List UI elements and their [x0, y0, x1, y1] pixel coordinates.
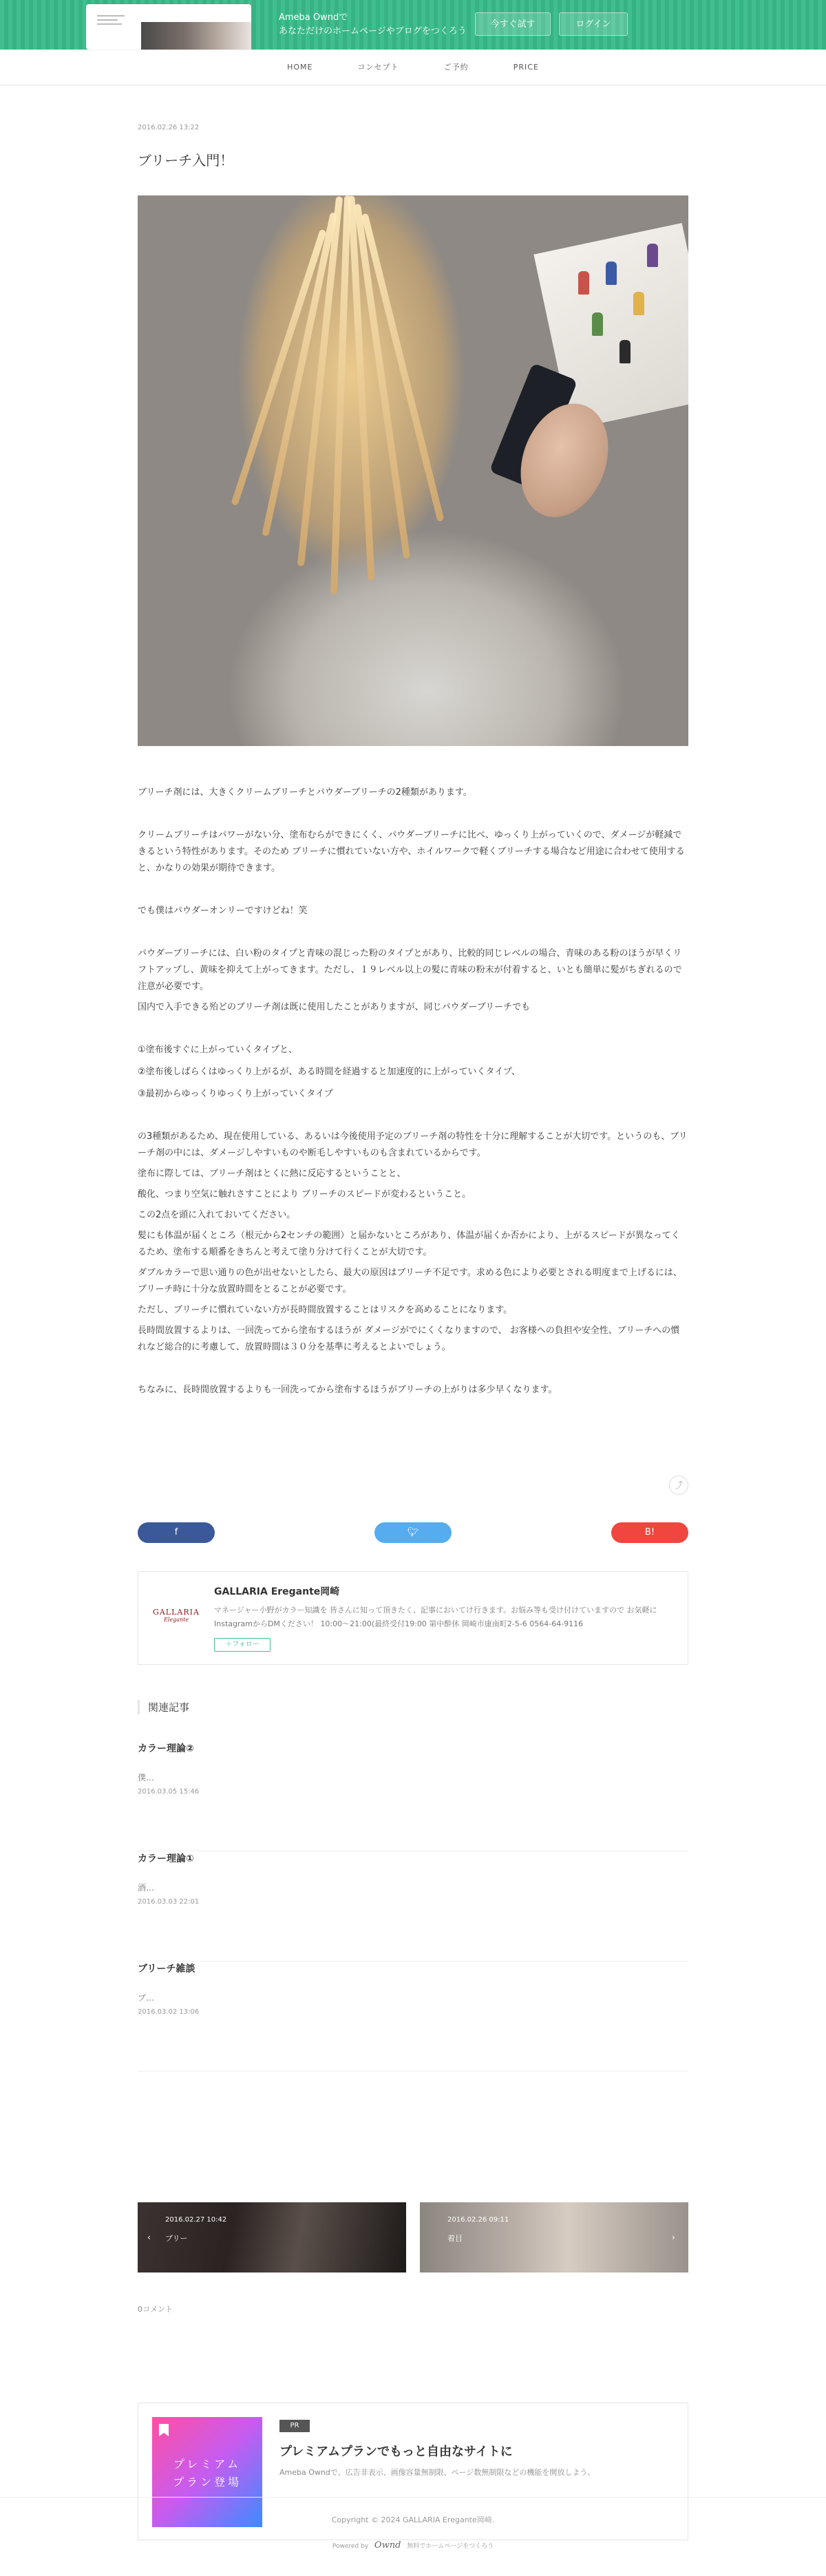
related-date: 2016.03.05 15:46: [138, 1788, 200, 1796]
login-button[interactable]: ログイン: [559, 12, 628, 36]
paragraph: ③最初からゆっくりゆっくり上がっていくタイプ: [138, 1089, 333, 1099]
hatena-icon: B!: [644, 1527, 655, 1537]
paragraph: ②塗布後しばらくはゆっくり上がるが、ある時間を経過すると加速度的に上がっていくタイプ、: [138, 1067, 520, 1077]
paragraph: クリームブリーチはパワーがない分、塗布むらができにくく、パウダーブリーチに比べ、ゆっくり上がっていくので、ダメージが軽減できるという特性があります。そのため ブリーチに慣れていない方や、ホイルワークで軽くブリーチする場合など用途に合わせて使用すると、かなりの効果が期待できます。: [138, 830, 685, 873]
main-nav: [0, 50, 826, 85]
facebook-icon: f: [174, 1527, 178, 1537]
paragraph: パウダーブリーチには、白い粉のタイプと青味の混じった粉のタイプとがあり、比較的同じレベルの場合、青味のある粉のほうが早くリフトアップし、黄味を抑えて上がってきます。ただし、１９レベル以上の髪に青味の粉末が付着すると、いとも簡単に髪がちぎれるので注意が必要です。: [138, 948, 682, 992]
related-title[interactable]: ブリーチ雑談: [138, 1963, 195, 1974]
ownd-logo: Ownd: [374, 2540, 401, 2551]
prev-article-title: ブリー: [165, 2234, 188, 2243]
next-article-title: 着目: [447, 2234, 463, 2243]
prev-article-link[interactable]: [138, 2202, 406, 2272]
profile-description: マネージャー小野がカラー知識を 皆さんに知って頂きたく、記事においてけ行きます。お悩み等も受け付けていますので お気軽にInstagramからDMください！ 10:00〜21:00(最終受付19:00 第中酔休 岡崎市康南町2-5-6 0564-64-9116: [214, 1606, 657, 1628]
nav-home[interactable]: HOME: [287, 63, 313, 72]
twitter-share-button[interactable]: [374, 1522, 452, 1543]
ad-description: Ameba Owndで、広告非表示、画像容量無制限、ページ数無制限などの機能を開放しよう。: [279, 2468, 595, 2477]
paragraph: ダブルカラーで思い通りの色が出せないとしたら、最大の原因はブリーチ不足です。求める色により必要とされる明度まで上げるには、ブリーチ時に十分な放置時間をとることが必要です。: [138, 1268, 682, 1295]
chevron-right-icon: ›: [672, 2233, 675, 2242]
article-body: [138, 785, 688, 1398]
copyright: Copyright © 2024 GALLARIA Eregante岡崎.: [331, 2515, 495, 2524]
paragraph: 酸化、つまり空気に触れさすことにより ブリーチのスピードが変わるということ。: [138, 1189, 472, 1200]
related-title[interactable]: カラー理論①: [138, 1853, 194, 1864]
paragraph: 塗布に際しては、ブリーチ剤はとくに熱に反応するということと、: [138, 1169, 406, 1179]
share-icon[interactable]: ⤴: [669, 1476, 688, 1495]
promo-banner: [0, 0, 826, 50]
related-heading: 関連記事: [138, 1700, 189, 1714]
related-excerpt: ブ…: [138, 1993, 155, 2003]
nav-price[interactable]: PRICE: [513, 63, 539, 72]
article-date: 2016.02.26 13:22: [138, 124, 200, 131]
next-article-link[interactable]: [420, 2202, 688, 2272]
article-photo: [138, 195, 688, 746]
paragraph: 長時間放置するよりは、一回洗ってから塗布するほうが ダメージがでにくくなりますので、 お客様への負担や安全性、ブリーチへの慣れなど総合的に考慮して、放置時間は３０分を基準に考えるとよいでしょう。: [138, 1326, 680, 1352]
pr-badge: PR: [279, 2420, 310, 2432]
related-date: 2016.03.02 13:06: [138, 2008, 200, 2016]
promo-thumbnail: [86, 4, 251, 50]
related-item[interactable]: [138, 1851, 688, 1961]
paragraph: 髪にも体温が届くところ（根元から2センチの範囲）と届かないところがあり、体温が届くか否かにより、上がるスピードが異なってくるため、塗布する順番をきちんと考えて塗り分けて行くことが大切です。: [138, 1231, 680, 1257]
prev-article-date: 2016.02.27 10:42: [165, 2216, 227, 2224]
paragraph: の3種類があるため、現在使用している、あるいは今後使用予定のブリーチ剤の特性を十分に理解することが大切です。というのも、ブリーチ剤の中には、ダメージしやすいものや断毛しやすいものも含まれているからです。: [138, 1131, 688, 1158]
paragraph: ちなみに、長時間放置するよりも一回洗ってから塗布するほうがブリーチの上がりは多少早くなります。: [138, 1385, 558, 1395]
nav-concept[interactable]: コンセプト: [357, 63, 399, 72]
paragraph: でも僕はパウダーオンリーですけどね！笑: [138, 906, 308, 916]
bookmark-icon: [159, 2424, 169, 2436]
paragraph: ブリーチ剤には、大きくクリームブリーチとパウダーブリーチの2種類があります。: [138, 787, 472, 798]
related-date: 2016.03.03 22:01: [138, 1898, 200, 1906]
promo-line-2: あなただけのホームページやブログをつくろう: [279, 26, 467, 36]
author-profile: [138, 1571, 688, 1665]
paragraph: ただし、ブリーチに慣れていない方が長時間放置することはリスクを高めることになります。: [138, 1305, 513, 1315]
shop-logo: GALLARIA Elegante: [153, 1608, 200, 1623]
related-item[interactable]: [138, 1741, 688, 1851]
paragraph: この2点を頭に入れておいてください。: [138, 1210, 296, 1220]
paragraph: 国内で入手できる殆どのブリーチ剤は既に使用したことがありますが、同じパウダーブリーチでも: [138, 1002, 531, 1012]
nav-reservation[interactable]: ご予約: [443, 63, 469, 72]
related-title[interactable]: カラー理論②: [138, 1743, 194, 1754]
promo-text: [279, 11, 467, 39]
profile-name[interactable]: GALLARIA Eregante岡崎: [214, 1586, 340, 1597]
related-excerpt: 僕…: [138, 1773, 155, 1782]
next-article-date: 2016.02.26 09:11: [447, 2216, 509, 2224]
article: [138, 124, 688, 2489]
article-title: ブリーチ入門！: [138, 152, 234, 169]
twitter-icon: 🐦︎: [407, 1527, 419, 1537]
related-item[interactable]: [138, 1961, 688, 2072]
comment-count[interactable]: 0コメント: [138, 2305, 173, 2314]
try-now-button[interactable]: 今すぐ試す: [475, 12, 551, 36]
facebook-share-button[interactable]: [138, 1522, 215, 1543]
follow-button[interactable]: ＋フォロー: [214, 1638, 271, 1652]
promo-line-1: Ameba Owndで: [279, 12, 348, 23]
related-excerpt: 酒…: [138, 1883, 155, 1893]
powered-by[interactable]: Powered by Ownd 無料でホームページをつくろう: [332, 2540, 494, 2551]
footer: [0, 2497, 826, 2576]
paragraph: ①塗布後すぐに上がっていくタイプと、: [138, 1045, 298, 1055]
hatena-share-button[interactable]: [611, 1522, 688, 1543]
premium-plan-image: プレミアム プラン登場: [152, 2417, 262, 2527]
chevron-left-icon: ‹: [147, 2233, 151, 2242]
ad-title[interactable]: プレミアムプランでもっと自由なサイトに: [279, 2445, 513, 2459]
